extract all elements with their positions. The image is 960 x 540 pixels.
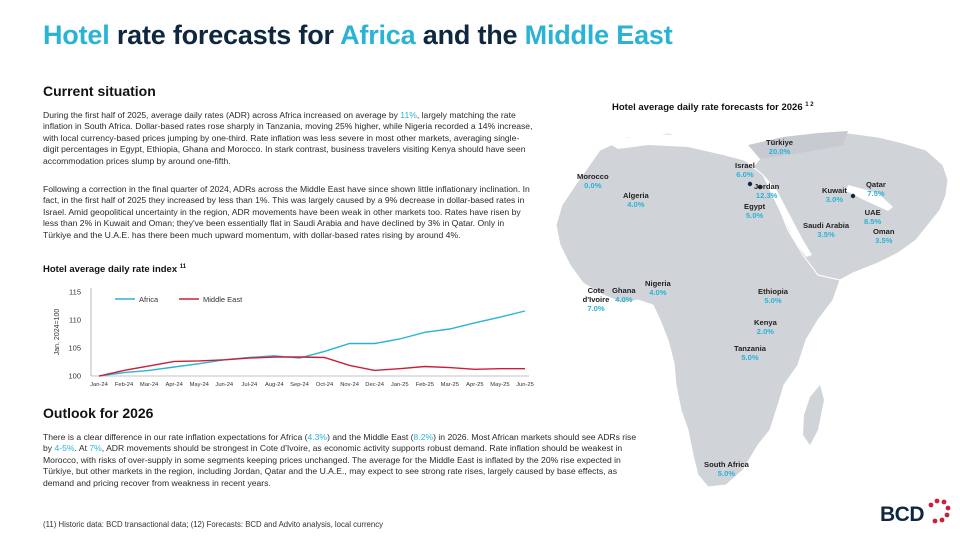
country-cote-divoire xyxy=(581,286,611,313)
country-value: 7.0% xyxy=(587,304,605,313)
country-name: Algeria xyxy=(623,191,649,200)
outlook-text-4: . At xyxy=(74,443,90,454)
legend-label: Africa xyxy=(139,295,159,304)
country-nigeria xyxy=(645,279,671,297)
country-kuwait xyxy=(822,186,847,204)
country-name: Kuwait xyxy=(822,186,847,195)
x-tick-labels xyxy=(90,382,534,388)
country-value: 0.0% xyxy=(584,181,602,190)
country-name: Nigeria xyxy=(645,279,671,288)
current-paragraph-1 xyxy=(43,110,533,167)
country-kenya xyxy=(754,318,777,336)
country-name: Ghana xyxy=(612,286,636,295)
title-highlight-hotel: Hotel xyxy=(43,20,110,50)
country-value: 5.0% xyxy=(741,353,759,362)
outlook-text-5: , ADR movements should be strongest in Cote d'Ivoire, as economic activity supports robust demand. Rate inflation should be weakest in Morocco, with risks of over-supply in some segments keeping prices unchanged. The average for the Middle East is inflated by the 20% rise expected in Türkiye, but other markets in the region, including Jordan, Qatar and the U.A.E., may expect to see strong rate rises, largely caused by base effects, as demand and pricing recover from weakness in recent years. xyxy=(43,443,623,488)
country-name: Kenya xyxy=(754,318,777,327)
country-name: Saudi Arabia xyxy=(803,221,850,230)
series-lines xyxy=(99,311,525,376)
para1-text-2: , largely matching the rate inflation in South Africa. Dollar-based rates rose sharply in Tanzania, moving 25% higher, while Nigeria recorded a 14% increase, with local currency-based prices jumping by one-third. Rate inflation was less severe in most other markets, averaging single-digit percentages in Egypt, Ethiopia, Ghana and Morocco. In stark contrast, business travelers visiting Kenya should have seen accommodation prices slump by around one-fifth. xyxy=(43,110,533,166)
country-value: 5.0% xyxy=(717,469,736,478)
qatar-marker xyxy=(851,194,855,198)
footnote: (11) Historic data: BCD transactional data; (12) Forecasts: BCD and Advito analysis, local currency xyxy=(43,520,384,529)
country-name: Jordan xyxy=(754,182,780,191)
country-name: UAE xyxy=(864,208,881,217)
y-tick-label: 110 xyxy=(69,315,81,325)
x-tick-label: Jul-24 xyxy=(241,382,258,388)
country-name: Ethiopia xyxy=(758,287,788,296)
country-value: 4.0% xyxy=(627,200,645,209)
series-line-africa xyxy=(99,311,525,376)
country-value: 4.0% xyxy=(649,288,667,297)
country-name: Israel xyxy=(735,161,755,170)
country-uae xyxy=(864,208,881,226)
para1-text: During the first half of 2025, average daily rates (ADR) across Africa increased on average by xyxy=(43,110,401,120)
current-situation-heading: Current situation xyxy=(43,83,156,99)
map-title-text: Hotel average daily rate forecasts for 2026 xyxy=(612,102,803,114)
country-value: 5.0% xyxy=(764,296,782,305)
outlook-range-value: 4-5% xyxy=(54,443,75,454)
outlook-text-1: There is a clear difference in our rate inflation expectations for Africa ( xyxy=(43,432,308,442)
x-tick-label: Feb-24 xyxy=(114,382,134,388)
country-value: 20.0% xyxy=(768,147,791,156)
outlook-text-2: ) and the Middle East ( xyxy=(327,432,414,442)
country-name: Oman xyxy=(873,227,895,236)
x-tick-label: Sep-24 xyxy=(290,382,309,388)
para1-highlight: 11% xyxy=(400,110,417,120)
israel-marker xyxy=(748,182,752,186)
country-value: 7.5% xyxy=(867,189,885,198)
country-value: 4.0% xyxy=(615,295,633,304)
country-morocco xyxy=(577,172,609,190)
legend-label: Middle East xyxy=(203,295,243,304)
outlook-civ-value: 7% xyxy=(89,443,102,454)
country-name: Morocco xyxy=(577,172,609,181)
rate-index-line-chart xyxy=(43,280,535,392)
country-name: South Africa xyxy=(704,460,749,469)
x-tick-label: Jan-24 xyxy=(90,382,108,388)
outlook-text-3: ) in 2026. Most African markets should see ADRs rise by xyxy=(43,432,637,454)
country-ethiopia xyxy=(758,287,788,305)
country-egypt xyxy=(744,202,765,220)
x-tick-label: Dec-24 xyxy=(365,382,384,388)
title-highlight-africa: Africa xyxy=(340,20,416,50)
country-value: 8.5% xyxy=(864,217,882,226)
index-chart-title xyxy=(43,264,186,275)
map-title xyxy=(612,102,814,113)
outlook-me-value: 8.2% xyxy=(413,432,434,442)
country-value: 2.0% xyxy=(756,327,775,336)
bcd-logo: BCD xyxy=(880,503,924,526)
country-value: 3.5% xyxy=(875,236,893,245)
country-jordan xyxy=(754,182,779,200)
title-highlight-middle-east: Middle East xyxy=(524,20,673,50)
country-value: 3.5% xyxy=(817,230,835,239)
page-title xyxy=(43,20,673,51)
title-text-2: and the xyxy=(415,20,525,50)
y-tick-label: 115 xyxy=(69,287,81,297)
country-qatar xyxy=(866,180,886,198)
country-tanzania xyxy=(734,344,766,362)
title-text: rate forecasts for xyxy=(109,20,341,50)
x-tick-label: Nov-24 xyxy=(340,382,359,388)
x-tick-label: Jun-24 xyxy=(215,382,234,388)
x-tick-label: Oct-24 xyxy=(315,382,334,388)
country-ghana xyxy=(612,286,636,304)
outlook-heading: Outlook for 2026 xyxy=(43,405,154,421)
country-value: 12.3% xyxy=(755,191,778,200)
x-tick-label: Aug-24 xyxy=(265,382,284,388)
country-turkiye xyxy=(766,138,793,156)
y-tick-label: 100 xyxy=(68,371,81,381)
x-tick-label: May-25 xyxy=(490,382,510,388)
index-chart-title-text: Hotel average daily rate index xyxy=(43,264,178,276)
y-tick-label: 105 xyxy=(68,343,81,353)
country-name: Cote d'Ivoire xyxy=(582,286,610,304)
x-tick-label: Jun-25 xyxy=(516,382,534,388)
country-algeria xyxy=(623,191,649,209)
series-line-middle-east xyxy=(99,357,525,376)
country-name: Türkiye xyxy=(766,138,794,147)
country-name: Egypt xyxy=(744,202,766,211)
y-tick-labels xyxy=(68,288,81,381)
country-value: 5.0% xyxy=(745,211,764,220)
x-tick-label: Mar-24 xyxy=(139,382,159,388)
x-tick-label: Feb-25 xyxy=(415,382,434,388)
outlook-africa-value: 4.3% xyxy=(307,432,328,442)
country-name: Tanzania xyxy=(734,344,766,353)
x-tick-label: Mar-25 xyxy=(440,382,460,388)
x-tick-label: Jan-25 xyxy=(390,382,409,388)
x-tick-label: Apr-24 xyxy=(165,382,183,388)
madagascar-landmass xyxy=(803,385,824,445)
country-value: 3.0% xyxy=(825,195,844,204)
map-footnote-ref: 1 2 xyxy=(805,102,814,108)
index-chart-footnote-ref: 11 xyxy=(179,264,187,270)
country-saudi-arabia xyxy=(803,221,849,239)
country-value: 6.0% xyxy=(736,170,754,179)
current-paragraph-2: Following a correction in the final quarter of 2024, ADRs across the Middle East have since shown little inflationary inclination. In fact, in the first half of 2025 they increased by less than 1%. This was largely caused by a 9% decrease in dollar-based rates in Israel. Amid geopolitical uncertainty in the region, ADR movements have been weak in other markets too. Rates have risen by less than 2% in Kuwait and Oman; they've been essentially flat in Saudi Arabia and have declined by 3% in Qatar. Only in Türkiye and the U.A.E. has there been much upward momentum, with dollar-based rates rising by around 4%. xyxy=(43,184,530,240)
country-south-africa xyxy=(704,460,749,478)
bcd-logo-dots-icon xyxy=(926,498,952,524)
x-tick-label: Apr-25 xyxy=(466,382,484,388)
x-tick-label: May-24 xyxy=(189,382,209,388)
country-name: Qatar xyxy=(866,180,886,189)
chart-legend xyxy=(115,295,243,304)
country-oman xyxy=(873,227,895,245)
country-israel xyxy=(735,161,755,179)
y-axis-label: Jan. 2024=100 xyxy=(54,308,61,356)
